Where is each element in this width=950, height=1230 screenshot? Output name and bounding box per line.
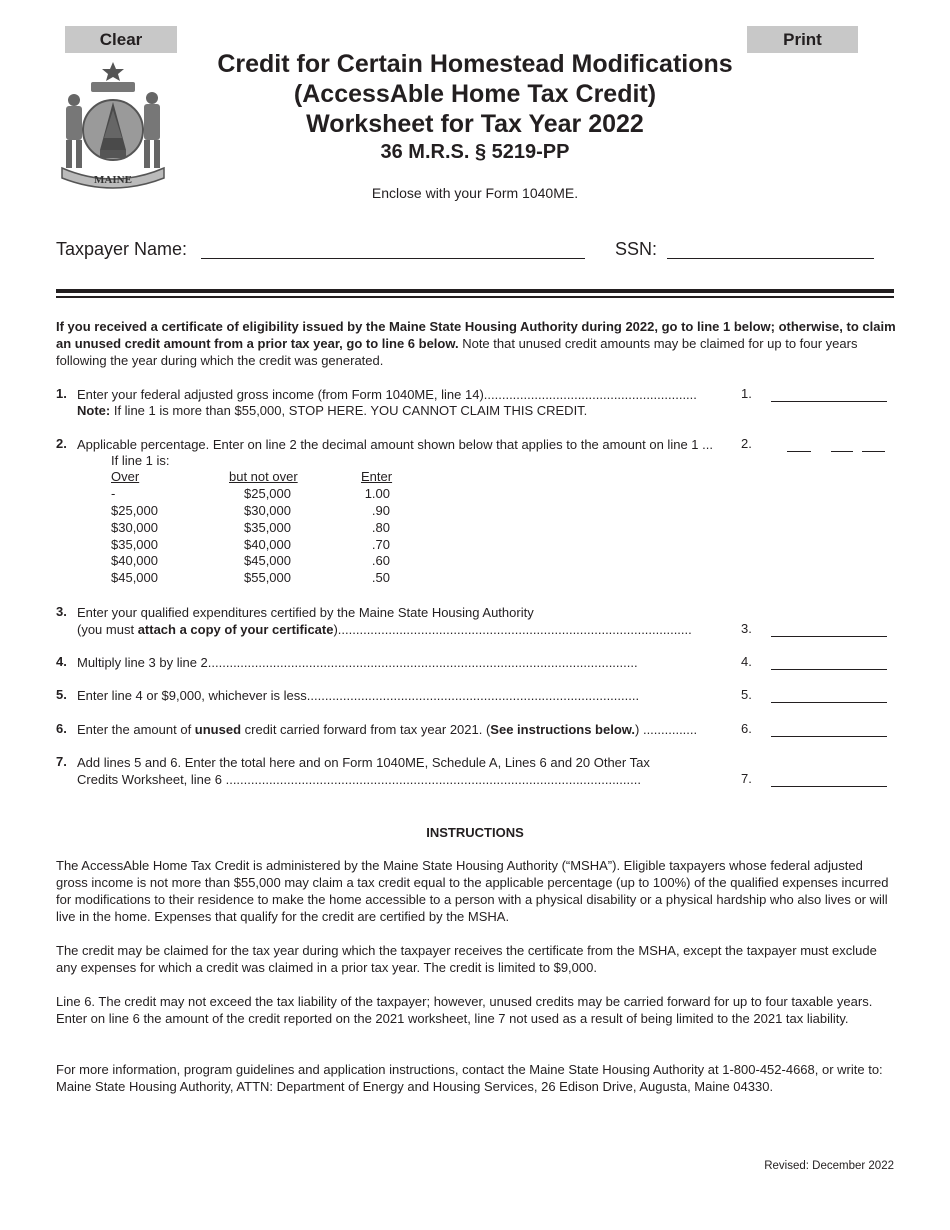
line5-ref: 5. xyxy=(741,687,752,702)
table-cell: $55,000 xyxy=(244,570,291,585)
table-cell: $40,000 xyxy=(244,537,291,552)
line1-note: Note: If line 1 is more than $55,000, STOP HERE. YOU CANNOT CLAIM THIS CREDIT. xyxy=(77,403,588,418)
taxpayer-name-label: Taxpayer Name: xyxy=(56,239,188,259)
line1-text: Enter your federal adjusted gross income (from Form 1040ME, line 14)........................................................... xyxy=(77,387,697,402)
instructions-paragraph-2: The credit may be claimed for the tax year during which the taxpayer receives the certificate from the MSHA, except the taxpayer must exclude any expenses for which a credit was claimed in a prior tax year. The credit is limited to $9,000. xyxy=(56,943,877,975)
form-title-line3: Worksheet for Tax Year 2022 xyxy=(306,110,644,138)
table-cell: $45,000 xyxy=(244,553,291,568)
line2-digit-field[interactable] xyxy=(831,436,853,452)
svg-text:MAINE: MAINE xyxy=(94,174,132,186)
taxpayer-name-field[interactable] xyxy=(201,258,585,259)
table-header-not-over: but not over xyxy=(229,469,298,484)
line7-text-cont: Credits Worksheet, line 6 ................................................................................................................... xyxy=(77,772,641,787)
table-if-label: If line 1 is: xyxy=(111,453,170,468)
ssn-label: SSN: xyxy=(615,239,658,259)
instructions-paragraph-3: Line 6. The credit may not exceed the tax liability of the taxpayer; however, unused credits may be carried forward for up to four taxable years. Enter on line 6 the amount of the credit reported on the 2021 worksheet, line 7 not used as a result of being limited to the 2021 tax liability. xyxy=(56,994,873,1026)
line3-text-cont: (you must attach a copy of your certificate).................................................................................................. xyxy=(77,622,692,637)
table-cell: .60 xyxy=(371,553,390,568)
table-cell: .90 xyxy=(371,503,390,518)
print-button[interactable]: Print xyxy=(747,26,858,53)
line1-number: 1. xyxy=(56,386,67,401)
form-title-line1: Credit for Certain Homestead Modifications xyxy=(217,50,733,78)
form-title-line2: (AccessAble Home Tax Credit) xyxy=(293,80,657,108)
line2-digit-field[interactable] xyxy=(787,436,811,452)
table-cell: $25,000 xyxy=(244,486,291,501)
line1-ref: 1. xyxy=(741,386,752,401)
table-cell: 1.00 xyxy=(364,486,390,501)
table-cell: $30,000 xyxy=(111,520,158,535)
table-cell: - xyxy=(111,486,116,501)
instructions-heading: INSTRUCTIONS xyxy=(426,825,524,840)
line6-ref: 6. xyxy=(741,721,752,736)
revised-date: Revised: December 2022 xyxy=(764,1160,894,1172)
line7-amount-field[interactable] xyxy=(771,771,887,787)
line4-ref: 4. xyxy=(741,654,752,669)
line2-number: 2. xyxy=(56,436,67,451)
table-header-enter: Enter xyxy=(361,469,393,484)
line3-number: 3. xyxy=(56,604,67,619)
line5-amount-field[interactable] xyxy=(771,687,887,703)
line3-amount-field[interactable] xyxy=(771,621,887,637)
statute-reference: 36 M.R.S. § 5219-PP xyxy=(380,141,570,163)
line2-text: Applicable percentage. Enter on line 2 the decimal amount shown below that applies to the amount on line 1 ... xyxy=(77,437,713,452)
divider-thick xyxy=(56,289,894,293)
table-cell: .70 xyxy=(371,537,390,552)
line6-text: Enter the amount of unused credit carried forward from tax year 2021. (See instructions below.) ............... xyxy=(77,722,698,737)
line3-ref: 3. xyxy=(741,621,752,636)
line2-digit-field[interactable] xyxy=(862,436,885,452)
table-header-over: Over xyxy=(111,469,140,484)
line2-ref: 2. xyxy=(741,436,752,451)
table-cell: $30,000 xyxy=(244,503,291,518)
line4-amount-field[interactable] xyxy=(771,654,887,670)
table-cell: $35,000 xyxy=(111,537,158,552)
instructions-paragraph-1: The AccessAble Home Tax Credit is administered by the Maine State Housing Authority (“MSHA”). Eligible taxpayers whose federal adjusted gross income is not more than $55,000 may claim a tax credit equal to the applicable percentage (up to 100%) of the qualified expenses incurred for modifications to their residence to make the home accessible to a person with a physical disability or a physical hardship who also lives or will live in the home. Expenses that qualify for the credit are certified by the MSHA. xyxy=(56,858,889,924)
enclose-note: Enclose with your Form 1040ME. xyxy=(371,185,579,201)
table-cell: .50 xyxy=(371,570,390,585)
line7-text: Add lines 5 and 6. Enter the total here and on Form 1040ME, Schedule A, Lines 6 and 20 Other Tax xyxy=(77,755,650,770)
table-cell: $35,000 xyxy=(244,520,291,535)
line5-number: 5. xyxy=(56,687,67,702)
table-cell: .80 xyxy=(371,520,390,535)
line4-number: 4. xyxy=(56,654,67,669)
line6-amount-field[interactable] xyxy=(771,721,887,737)
line3-text: Enter your qualified expenditures certified by the Maine State Housing Authority xyxy=(77,605,534,620)
divider-thin xyxy=(56,296,894,298)
line6-number: 6. xyxy=(56,721,67,736)
line1-amount-field[interactable] xyxy=(771,386,887,402)
clear-button[interactable]: Clear xyxy=(65,26,177,53)
line5-text: Enter line 4 or $9,000, whichever is less............................................................................................ xyxy=(77,688,640,703)
line7-ref: 7. xyxy=(741,771,752,786)
ssn-field[interactable] xyxy=(667,258,874,259)
table-cell: $40,000 xyxy=(111,553,158,568)
intro-paragraph: If you received a certificate of eligibility issued by the Maine State Housing Authority during 2022, go to line 1 below; otherwise, to claim an unused credit amount from a prior tax year, go to line 6 below. Note that unused credit amounts may be claimed for up to four years following the year during which the credit was generated. xyxy=(56,319,896,368)
line4-text: Multiply line 3 by line 2....................................................................................................................... xyxy=(77,655,638,670)
instructions-paragraph-4: For more information, program guidelines and application instructions, contact the Maine State Housing Authority at 1-800-452-4668, or write to: Maine State Housing Authority, ATTN: Department of Energy and Housing Services, 26 Edison Drive, Augusta, Maine 04330. xyxy=(56,1062,883,1094)
table-cell: $25,000 xyxy=(111,503,158,518)
table-cell: $45,000 xyxy=(111,570,158,585)
line7-number: 7. xyxy=(56,754,67,769)
